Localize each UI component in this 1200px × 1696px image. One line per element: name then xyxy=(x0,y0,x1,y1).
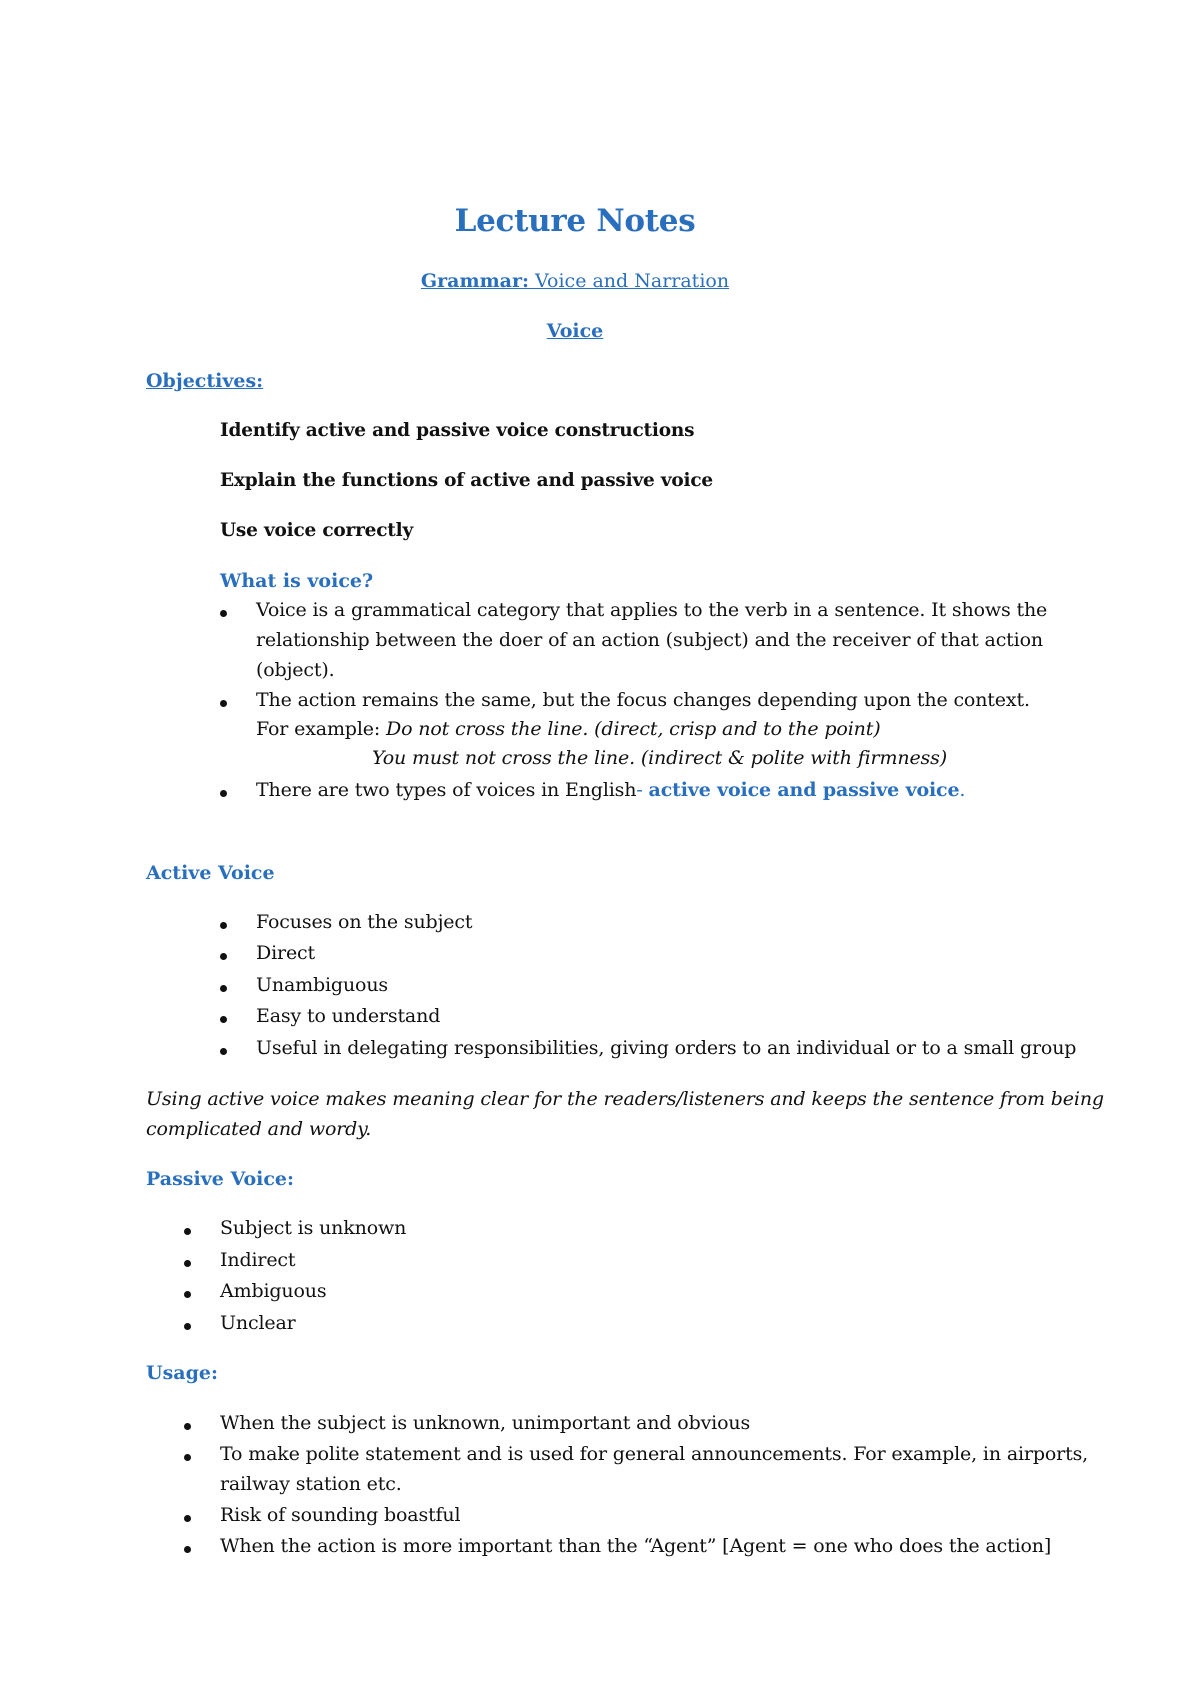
passive-voice-item: Subject is unknown xyxy=(220,1217,407,1239)
usage-item: When the subject is unknown, unimportant and obvious xyxy=(220,1412,751,1434)
what-is-voice-heading: What is voice? xyxy=(220,570,374,592)
subtitle-topic: Voice and Narration xyxy=(529,270,730,292)
active-voice-item: Unambiguous xyxy=(256,974,389,996)
objectives-heading: Objectives: xyxy=(146,370,264,392)
bullet-dot xyxy=(184,1323,191,1330)
bullet-dot xyxy=(184,1546,191,1553)
bullet-dot xyxy=(184,1454,191,1461)
active-voice-item: Focuses on the subject xyxy=(256,911,473,933)
bullet-dot xyxy=(184,1423,191,1430)
objective-item: Explain the functions of active and passive voice xyxy=(220,470,713,491)
active-voice-heading: Active Voice xyxy=(146,862,275,884)
voice-definition-line: (object). xyxy=(256,659,335,681)
voice-types-end: . xyxy=(959,779,966,801)
passive-voice-heading: Passive Voice: xyxy=(146,1168,295,1190)
document-subtitle xyxy=(0,270,1150,292)
passive-voice-item: Unclear xyxy=(220,1312,296,1334)
bullet-dot xyxy=(220,985,227,992)
passive-voice-item: Ambiguous xyxy=(220,1280,327,1302)
objective-item: Use voice correctly xyxy=(220,520,414,541)
objective-item: Identify active and passive voice constructions xyxy=(220,420,695,441)
usage-item: Risk of sounding boastful xyxy=(220,1504,461,1526)
bullet-dot xyxy=(184,1260,191,1267)
bullet-dot xyxy=(220,1048,227,1055)
example-line xyxy=(256,718,880,740)
active-voice-item: Direct xyxy=(256,942,316,964)
active-voice-item: Easy to understand xyxy=(256,1005,441,1027)
voice-types-text: There are two types of voices in English xyxy=(256,779,637,801)
usage-item-continuation: railway station etc. xyxy=(220,1473,402,1495)
usage-item: When the action is more important than the “Agent” [Agent = one who does the action] xyxy=(220,1535,1052,1557)
bullet-dot xyxy=(220,790,227,797)
voice-types-highlight: active voice and passive voice xyxy=(648,779,960,801)
bullet-dot xyxy=(220,610,227,617)
voice-types-dash: - xyxy=(636,779,649,801)
document-title: Lecture Notes xyxy=(454,203,696,239)
active-voice-note-line: Using active voice makes meaning clear for the readers/listeners and keeps the sentence from being xyxy=(146,1088,1104,1110)
bullet-dot xyxy=(184,1515,191,1522)
focus-change-line: The action remains the same, but the focus changes depending upon the context. xyxy=(256,689,1030,711)
voice-definition-line: relationship between the doer of an action (subject) and the receiver of that action xyxy=(256,629,1043,651)
active-voice-note-line: complicated and wordy. xyxy=(146,1118,372,1140)
bullet-dot xyxy=(220,1016,227,1023)
voice-types-line xyxy=(256,779,965,801)
bullet-dot xyxy=(220,953,227,960)
usage-heading: Usage: xyxy=(146,1362,218,1384)
bullet-dot xyxy=(184,1228,191,1235)
usage-item: To make polite statement and is used for general announcements. For example, in airports, xyxy=(220,1443,1089,1465)
subtitle-label: Grammar: xyxy=(420,270,530,292)
section-heading-voice: Voice xyxy=(546,320,604,342)
bullet-dot xyxy=(184,1291,191,1298)
bullet-dot xyxy=(220,922,227,929)
example-indirect: You must not cross the line. (indirect & polite with firmness) xyxy=(372,747,947,769)
passive-voice-item: Indirect xyxy=(220,1249,296,1271)
example-label: For example: xyxy=(256,718,386,740)
voice-definition-line: Voice is a grammatical category that applies to the verb in a sentence. It shows the xyxy=(256,599,1048,621)
active-voice-item: Useful in delegating responsibilities, giving orders to an individual or to a small group xyxy=(256,1037,1077,1059)
example-direct: Do not cross the line. (direct, crisp and to the point) xyxy=(385,718,881,740)
bullet-dot xyxy=(220,700,227,707)
